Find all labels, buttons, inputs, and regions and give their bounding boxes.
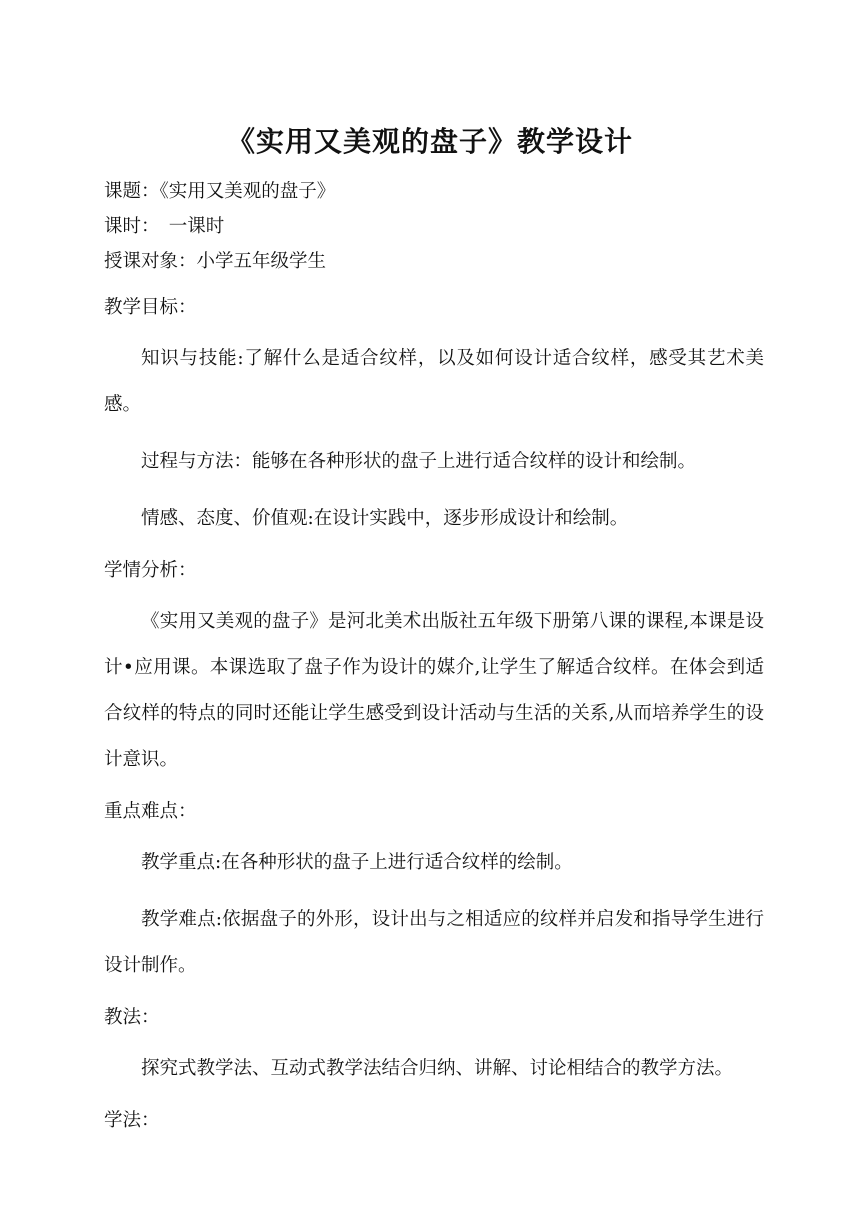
analysis-heading: 学情分析：: [104, 560, 197, 581]
document-title: 《实用又美观的盘子》教学设计: [226, 125, 633, 158]
difficult-point: 教学难点:依据盘子的外形，设计出与之相适应的纹样并启发和指导学生进行设计制作。: [104, 909, 764, 976]
topic-line: 课题：《实用又美观的盘子》: [104, 181, 336, 202]
objective-process: 过程与方法：能够在各种形状的盘子上进行适合纹样的设计和绘制。: [141, 451, 697, 472]
teaching-method-heading: 教法：: [104, 1007, 160, 1028]
analysis-paragraph: 《实用又美观的盘子》是河北美术出版社五年级下册第八课的课程,本课是设计•应用课。本课选取了盘子作为设计的媒介,让学生了解适合纹样。在体会到适合纹样的特点的同时还能让学生感受到设计活动与生活的关系,从而培养学生的设计意识。: [104, 611, 764, 770]
teaching-method-paragraph: 探究式教学法、互动式教学法结合归纳、讲解、讨论相结合的教学方法。: [141, 1058, 734, 1079]
key-point: 教学重点:在各种形状的盘子上进行适合纹样的绘制。: [141, 852, 573, 873]
audience-line: 授课对象：小学五年级学生: [104, 251, 327, 272]
objective-emotion: 情感、态度、价值观:在设计实践中，逐步形成设计和绘制。: [141, 508, 629, 529]
objective-knowledge: 知识与技能:了解什么是适合纹样，以及如何设计适合纹样，感受其艺术美感。: [104, 348, 764, 415]
document-body: [104, 174, 764, 1149]
learning-method-heading: 学法：: [104, 1110, 160, 1131]
key-points-heading: 重点难点：: [104, 801, 197, 822]
objectives-heading: 教学目标：: [104, 297, 197, 318]
period-line: 课时： 一课时: [104, 216, 225, 237]
